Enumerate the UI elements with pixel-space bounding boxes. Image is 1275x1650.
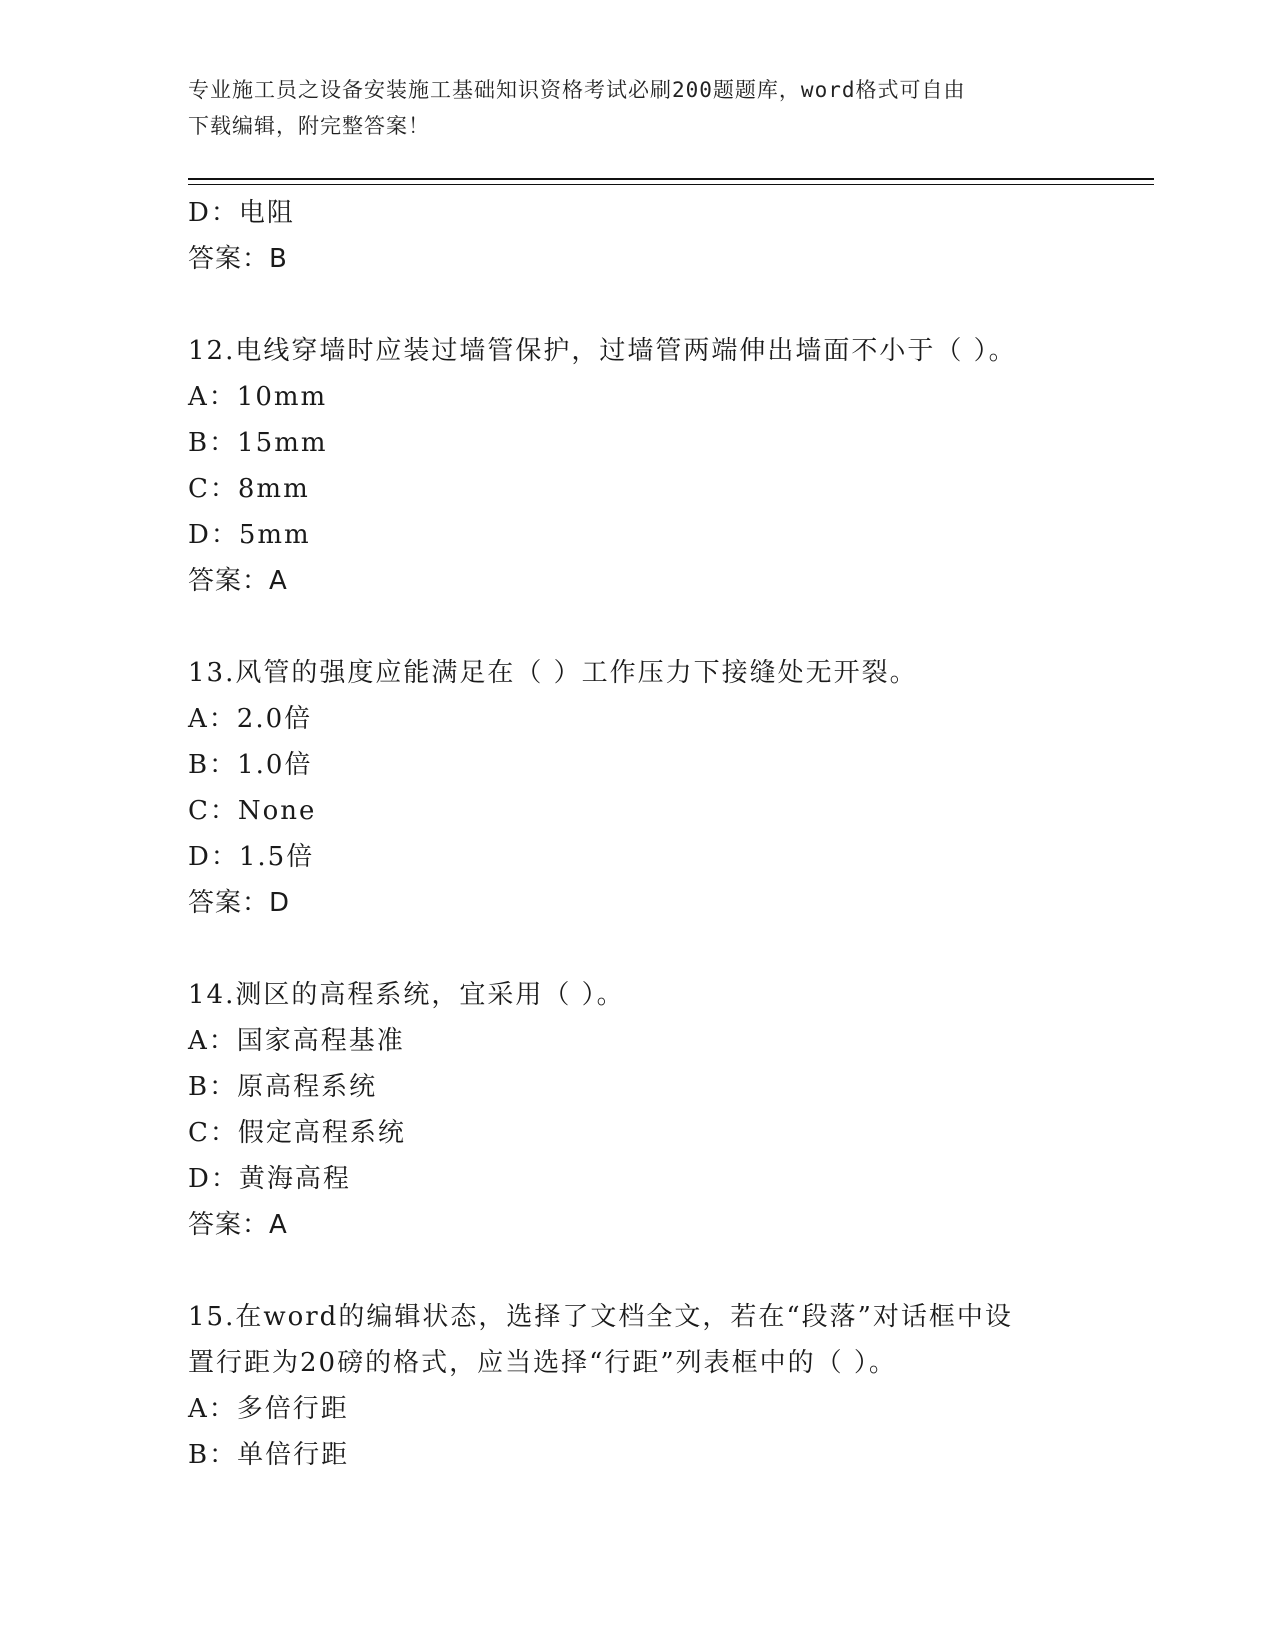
q14-option-b: B：原高程系统 [188, 1072, 378, 1102]
q12-answer: 答案：A [188, 566, 288, 596]
header-line-1: 专业施工员之设备安装施工基础知识资格考试必刷200题题库，word格式可自由 [188, 78, 966, 102]
header-line-2: 下载编辑，附完整答案！ [188, 114, 430, 138]
q13-option-b: B：1.0倍 [188, 750, 313, 780]
q14-option-a: A：国家高程基准 [188, 1026, 405, 1056]
header-divider-thick [188, 178, 1154, 180]
prev-option-d: D：电阻 [188, 198, 295, 228]
q15-stem-line-2: 置行距为20磅的格式，应当选择“行距”列表框中的（ ）。 [188, 1348, 897, 1378]
q12-option-a: A：10mm [188, 382, 328, 412]
q12-stem: 12.电线穿墙时应装过墙管保护，过墙管两端伸出墙面不小于（ ）。 [188, 336, 1017, 366]
q14-stem: 14.测区的高程系统，宜采用（ ）。 [188, 980, 625, 1010]
q12-option-c: C：8mm [188, 474, 310, 504]
document-header [188, 72, 1068, 144]
q13-option-d: D：1.5倍 [188, 842, 315, 872]
q13-answer: 答案：D [188, 888, 291, 918]
q12-option-b: B：15mm [188, 428, 328, 458]
q13-option-c: C：None [188, 796, 317, 826]
q14-answer: 答案：A [188, 1210, 288, 1240]
prev-answer: 答案：B [188, 244, 288, 274]
q13-option-a: A：2.0倍 [188, 704, 313, 734]
q15-stem-line-1: 15.在word的编辑状态，选择了文档全文，若在“段落”对话框中设 [188, 1302, 1013, 1332]
header-divider-thin [188, 184, 1154, 185]
q14-option-d: D：黄海高程 [188, 1164, 351, 1194]
q14-option-c: C：假定高程系统 [188, 1118, 406, 1148]
q13-stem: 13.风管的强度应能满足在（ ）工作压力下接缝处无开裂。 [188, 658, 918, 688]
q15-option-b: B：单倍行距 [188, 1440, 350, 1470]
q12-option-d: D：5mm [188, 520, 311, 550]
q15-option-a: A：多倍行距 [188, 1394, 349, 1424]
document-body [188, 190, 1088, 1478]
